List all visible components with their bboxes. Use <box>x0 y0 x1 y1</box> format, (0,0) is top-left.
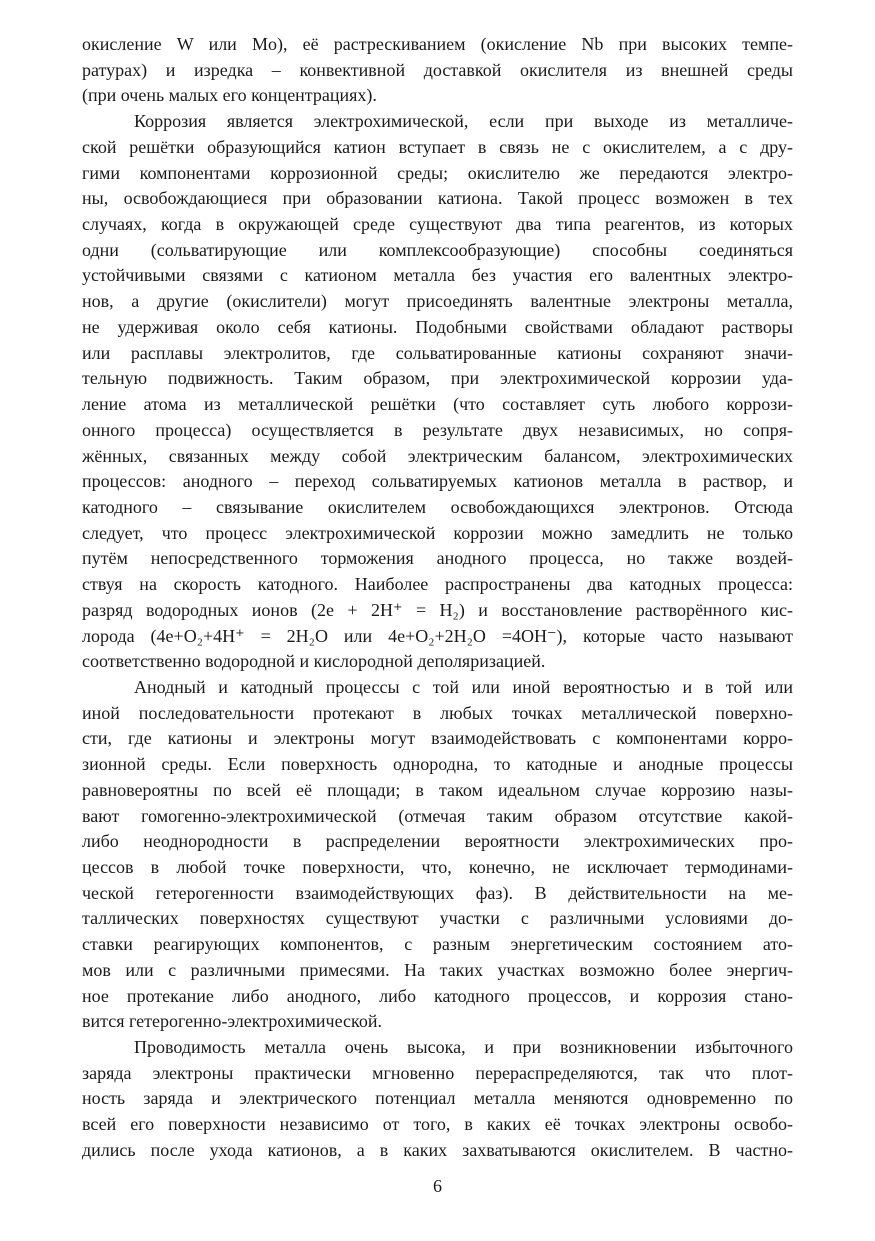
paragraph <box>82 32 793 109</box>
text-line: гими компонентами коррозионной среды; окислителю же передаются электро- <box>82 162 793 183</box>
text-line: равновероятны по всей её площади; в таком идеальном случае коррозию назы- <box>82 779 793 800</box>
text-line: цессов в любой точке поверхности, что, конечно, не исключает термодинами- <box>82 857 793 877</box>
paragraph <box>82 675 793 1035</box>
text-line: нов, а другие (окислители) могут присоединять валентные электроны металла, <box>82 291 793 312</box>
text-line: ны, освобождающиеся при образовании катиона. Такой процесс возможен в тех <box>82 188 793 209</box>
text-line: ность заряда и электрического потенциал металла меняются одновременно по <box>82 1088 793 1109</box>
text-line: либо неоднородности в распределении вероятности электрохимических про- <box>82 831 793 852</box>
text-line: иной последовательности протекают в любых точках металлической поверхно- <box>82 702 793 723</box>
text-line: окисление W или Mo), её растрескиванием (окисление Nb при высоких темпе- <box>82 34 793 54</box>
text-line: путём непосредственного торможения анодного процесса, но также воздей- <box>82 548 793 569</box>
paragraph <box>82 109 793 675</box>
text-line: случаях, когда в окружающей среде существуют два типа реагентов, из которых <box>82 214 793 235</box>
text-line: процессов: анодного – переход сольватируемых катионов металла в раствор, и <box>82 471 793 492</box>
text-line: или расплавы электролитов, где сольватированные катионы сохраняют значи- <box>82 342 793 363</box>
text-line: лорода (4e+O₂+4H⁺ = 2H₂O или 4e+O₂+2H₂O =4OH⁻), которые часто называют <box>82 625 793 646</box>
text-line: не удерживая около себя катионы. Подобными свойствами обладают растворы <box>82 316 793 337</box>
text-line: ратурах) и изредка – конвективной доставкой окислителя из внешней среды <box>82 59 793 80</box>
body-text <box>82 32 793 1164</box>
text-line: ное протекание либо анодного, либо катодного процессов, и коррозия стано- <box>82 985 793 1006</box>
text-line: (при очень малых его концентрациях). <box>82 85 377 106</box>
text-line: ставки реагирующих компонентов, с разным энергетическим состоянием ато- <box>82 934 793 955</box>
text-line: вают гомогенно-электрохимической (отмечая таким образом отсутствие какой- <box>82 805 793 826</box>
text-line: онного процесса) осуществляется в результате двух независимых, но сопря- <box>82 419 793 440</box>
text-line: сти, где катионы и электроны могут взаимодействовать с компонентами корро- <box>82 728 793 749</box>
paragraph <box>82 1035 793 1164</box>
text-line: устойчивыми связями с катионом металла без участия его валентных электро- <box>82 265 793 286</box>
text-line: вится гетерогенно-электрохимической. <box>82 1011 382 1032</box>
page-number: 6 <box>433 1176 442 1196</box>
text-line: катодного – связывание окислителем освобождающихся электронов. Отсюда <box>82 496 793 517</box>
text-line: Проводимость металла очень высока, и при возникновении избыточного <box>134 1037 793 1058</box>
text-line: Коррозия является электрохимической, если при выходе из металличе- <box>134 111 793 132</box>
text-line: ческой гетерогенности взаимодействующих фаз). В действительности на ме- <box>82 882 793 903</box>
text-line: тельную подвижность. Таким образом, при электрохимической коррозии уда- <box>82 368 793 389</box>
text-line: соответственно водородной и кислородной деполяризацией. <box>82 651 546 672</box>
text-line: одни (сольватирующие или комплексообразующие) способны соединяться <box>82 239 793 260</box>
text-line: мов или с различными примесями. На таких участках возможно более энергич- <box>82 959 793 980</box>
text-line: ствуя на скорость катодного. Наиболее распространены два катодных процесса: <box>82 574 793 595</box>
text-line: дились после ухода катионов, а в каких захватываются окислителем. В частно- <box>82 1139 793 1160</box>
text-line: ской решётки образующийся катион вступает в связь не с окислителем, а с дру- <box>82 136 793 157</box>
text-line: таллических поверхностях существуют участки с различными условиями до- <box>82 908 793 929</box>
text-line: ление атома из металлической решётки (что составляет суть любого коррози- <box>82 394 793 415</box>
text-line: заряда электроны практически мгновенно перераспределяются, так что плот- <box>82 1062 793 1083</box>
text-line: следует, что процесс электрохимической коррозии можно замедлить не только <box>82 522 793 543</box>
text-line: разряд водородных ионов (2e + 2H⁺ = H₂) и восстановление растворённого кис- <box>82 599 793 620</box>
text-line: всей его поверхности независимо от того, в каких её точках электроны освобо- <box>82 1114 793 1135</box>
text-line: Анодный и катодный процессы с той или иной вероятностью и в той или <box>134 676 793 697</box>
text-line: зионной среды. Если поверхность однородна, то катодные и анодные процессы <box>82 754 793 775</box>
text-line: жённых, связанных между собой электрическим балансом, электрохимических <box>82 445 793 466</box>
